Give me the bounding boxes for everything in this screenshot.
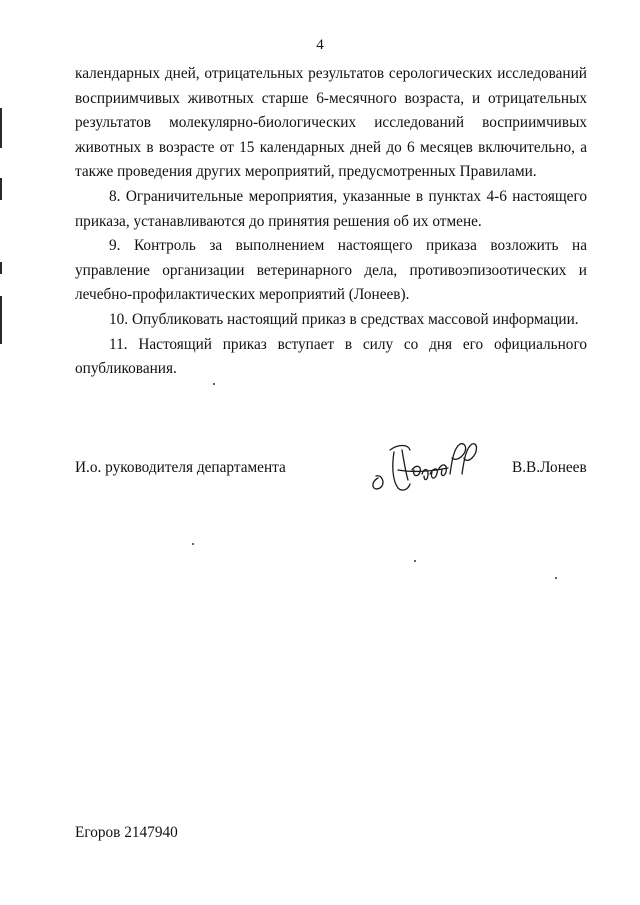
scan-speck — [213, 383, 215, 385]
paragraph-item-11: 11. Настоящий приказ вступает в силу со дня его официального опубликования. — [75, 335, 587, 378]
executor-note: Егоров 2147940 — [75, 824, 178, 841]
scan-speck — [555, 577, 557, 579]
scan-edge-mark — [0, 178, 2, 200]
scan-edge-mark — [0, 108, 2, 148]
page-number: 4 — [316, 37, 324, 53]
scan-speck — [414, 560, 416, 562]
scan-edge-mark — [0, 262, 2, 274]
handwritten-signature — [368, 430, 480, 500]
paragraph-item-10: 10. Опубликовать настоящий приказ в средствах массовой информации. — [109, 310, 579, 328]
signatory-name: В.В.Лонеев — [512, 459, 587, 476]
document-body — [75, 62, 587, 382]
paragraph-item-8: 8. Ограничительные мероприятия, указанные в пунктах 4-6 настоящего приказа, устанавливаются до принятия решения об их отмене. — [75, 187, 587, 230]
paragraph-item-9: 9. Контроль за выполнением настоящего приказа возложить на управление организации ветеринарного дела, противоэпизоотических и лечебно-профилактических мероприятий (Лонеев). — [75, 237, 587, 304]
scan-speck — [192, 543, 194, 545]
signatory-title: И.о. руководителя департамента — [75, 459, 286, 476]
paragraph-continuation: календарных дней, отрицательных результатов серологических исследований восприимчивых животных старше 6-месячного возраста, и отрицательных результатов молекулярно-биологических исследований восприимчивых животных в возрасте от 15 календарных дней до 6 месяцев включительно, а также проведения других мероприятий, предусмотренных Правилами. — [75, 65, 587, 181]
scan-edge-mark — [0, 296, 2, 344]
